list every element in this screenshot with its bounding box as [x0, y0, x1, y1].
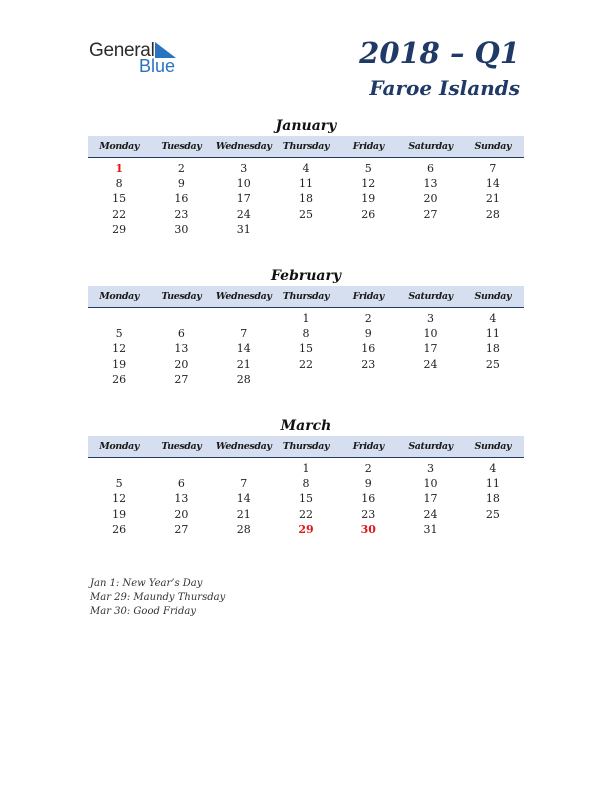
day-cell [337, 372, 399, 387]
logo [89, 40, 189, 76]
page-subtitle: Faroe Islands [369, 76, 520, 100]
day-cell: 14 [236, 492, 251, 506]
day-cell: 13 [174, 342, 189, 356]
logo-triangle-icon [155, 42, 176, 58]
day-cell: 17 [236, 192, 251, 206]
holiday-notes [90, 577, 225, 619]
day-cell: 2 [364, 462, 372, 475]
weekday-label: Tuesday [161, 291, 202, 302]
day-cell: 10 [423, 477, 438, 491]
weekday-header [88, 436, 524, 458]
day-cell: 25 [485, 357, 500, 371]
week-row [88, 326, 524, 341]
day-cell: 10 [423, 327, 438, 341]
day-cell: 22 [298, 507, 313, 521]
day-cell: 26 [361, 207, 376, 221]
day-cell: 12 [112, 492, 127, 506]
day-cell: 11 [485, 477, 500, 491]
day-cell: 19 [361, 192, 376, 206]
week-row [88, 176, 524, 191]
weekday-label: Thursday [282, 291, 330, 302]
weekday-label: Wednesday [215, 441, 272, 452]
day-cell: 20 [174, 357, 189, 371]
weekday-label: Thursday [282, 141, 330, 152]
day-cell [399, 372, 461, 387]
day-cell: 3 [240, 162, 248, 175]
day-cell [275, 372, 337, 387]
day-cell: 11 [298, 177, 313, 191]
day-cell: 20 [423, 192, 438, 206]
week-row [88, 491, 524, 506]
day-cell: 19 [112, 357, 127, 371]
day-cell: 4 [489, 312, 497, 325]
day-cell: 23 [174, 207, 189, 221]
week-row [88, 161, 524, 176]
weekday-label: Friday [352, 291, 384, 302]
week-row [88, 357, 524, 372]
day-cell: 16 [174, 192, 189, 206]
holiday-day-cell: 29 [298, 522, 314, 536]
day-cell: 24 [423, 357, 438, 371]
day-cell: 20 [174, 507, 189, 521]
holiday-note: Jan 1: New Year’s Day [90, 578, 203, 589]
day-cell: 12 [361, 177, 376, 191]
weekday-label: Wednesday [215, 141, 272, 152]
holiday-day-cell: 30 [360, 522, 376, 536]
day-cell: 16 [361, 492, 376, 506]
month-march [88, 416, 524, 537]
day-cell: 15 [298, 342, 313, 356]
day-cell: 5 [115, 477, 123, 491]
weekday-label: Sunday [474, 141, 512, 152]
logo-text-general: General [89, 40, 155, 61]
month-grid [88, 161, 524, 237]
weekday-label: Tuesday [161, 441, 202, 452]
day-cell: 27 [174, 372, 189, 386]
day-cell: 1 [302, 462, 310, 475]
week-row [88, 522, 524, 537]
day-cell: 22 [112, 207, 127, 221]
day-cell: 18 [485, 492, 500, 506]
day-cell [462, 372, 524, 387]
holiday-note: Mar 29: Maundy Thursday [90, 592, 226, 603]
day-cell [150, 311, 212, 326]
day-cell: 27 [423, 207, 438, 221]
day-cell: 6 [177, 327, 185, 341]
week-row [88, 476, 524, 491]
day-cell: 23 [361, 507, 376, 521]
weekday-label: Monday [99, 141, 139, 152]
day-cell: 12 [112, 342, 127, 356]
day-cell [275, 222, 337, 237]
day-cell [88, 311, 150, 326]
day-cell [150, 461, 212, 476]
weekday-label: Saturday [408, 291, 453, 302]
day-cell: 4 [489, 462, 497, 475]
day-cell [399, 222, 461, 237]
weekday-header [88, 136, 524, 158]
day-cell: 1 [302, 312, 310, 325]
month-january [88, 116, 524, 237]
month-february [88, 266, 524, 387]
holiday-day-cell: 1 [115, 162, 123, 175]
day-cell: 7 [240, 327, 248, 341]
day-cell: 15 [298, 492, 313, 506]
day-cell [462, 522, 524, 537]
day-cell [213, 461, 275, 476]
day-cell: 22 [298, 357, 313, 371]
day-cell: 14 [485, 177, 500, 191]
day-cell: 23 [361, 357, 376, 371]
day-cell: 2 [364, 312, 372, 325]
week-row [88, 207, 524, 222]
day-cell: 13 [174, 492, 189, 506]
week-row [88, 461, 524, 476]
weekday-label: Wednesday [215, 291, 272, 302]
page-title: 2018 – Q1 [359, 36, 520, 70]
month-grid [88, 311, 524, 387]
day-cell: 19 [112, 507, 127, 521]
weekday-label: Thursday [282, 441, 330, 452]
day-cell: 31 [423, 522, 438, 536]
weekday-label: Friday [352, 141, 384, 152]
day-cell: 8 [302, 477, 310, 491]
day-cell: 9 [364, 327, 372, 341]
day-cell: 28 [485, 207, 500, 221]
logo-text-blue: Blue [139, 56, 176, 76]
month-grid [88, 461, 524, 537]
day-cell: 6 [427, 162, 435, 175]
weekday-label: Saturday [408, 141, 453, 152]
day-cell: 27 [174, 522, 189, 536]
day-cell: 11 [485, 327, 500, 341]
day-cell: 17 [423, 492, 438, 506]
day-cell: 8 [115, 177, 123, 191]
day-cell [462, 222, 524, 237]
day-cell: 25 [485, 507, 500, 521]
weekday-label: Saturday [408, 441, 453, 452]
day-cell: 31 [236, 222, 251, 236]
day-cell: 29 [112, 222, 127, 236]
day-cell: 7 [240, 477, 248, 491]
day-cell [337, 222, 399, 237]
day-cell: 3 [427, 312, 435, 325]
day-cell: 21 [236, 507, 251, 521]
day-cell: 8 [302, 327, 310, 341]
day-cell: 28 [236, 522, 251, 536]
day-cell: 18 [298, 192, 313, 206]
month-title: March [280, 418, 332, 434]
week-row [88, 507, 524, 522]
weekday-label: Sunday [474, 441, 512, 452]
day-cell: 26 [112, 372, 127, 386]
day-cell: 3 [427, 462, 435, 475]
day-cell: 4 [302, 162, 310, 175]
day-cell: 2 [177, 162, 185, 175]
day-cell: 18 [485, 342, 500, 356]
month-title: January [275, 118, 337, 134]
day-cell [88, 461, 150, 476]
week-row [88, 341, 524, 356]
weekday-header [88, 286, 524, 308]
day-cell: 5 [115, 327, 123, 341]
month-title: February [270, 268, 341, 284]
day-cell: 9 [364, 477, 372, 491]
day-cell: 28 [236, 372, 251, 386]
week-row [88, 311, 524, 326]
weekday-label: Sunday [474, 291, 512, 302]
weekday-label: Friday [352, 441, 384, 452]
day-cell: 26 [112, 522, 127, 536]
day-cell [213, 311, 275, 326]
weekday-label: Tuesday [161, 141, 202, 152]
day-cell: 15 [112, 192, 127, 206]
weekday-label: Monday [99, 441, 139, 452]
day-cell: 10 [236, 177, 251, 191]
day-cell: 21 [485, 192, 500, 206]
day-cell: 16 [361, 342, 376, 356]
day-cell: 25 [298, 207, 313, 221]
day-cell: 7 [489, 162, 497, 175]
day-cell: 5 [364, 162, 372, 175]
day-cell: 13 [423, 177, 438, 191]
week-row [88, 222, 524, 237]
day-cell: 6 [177, 477, 185, 491]
day-cell: 21 [236, 357, 251, 371]
weekday-label: Monday [99, 291, 139, 302]
day-cell: 14 [236, 342, 251, 356]
holiday-note: Mar 30: Good Friday [90, 606, 196, 617]
day-cell: 30 [174, 222, 189, 236]
day-cell: 24 [423, 507, 438, 521]
week-row [88, 191, 524, 206]
day-cell: 17 [423, 342, 438, 356]
week-row [88, 372, 524, 387]
day-cell: 24 [236, 207, 251, 221]
day-cell: 9 [177, 177, 185, 191]
